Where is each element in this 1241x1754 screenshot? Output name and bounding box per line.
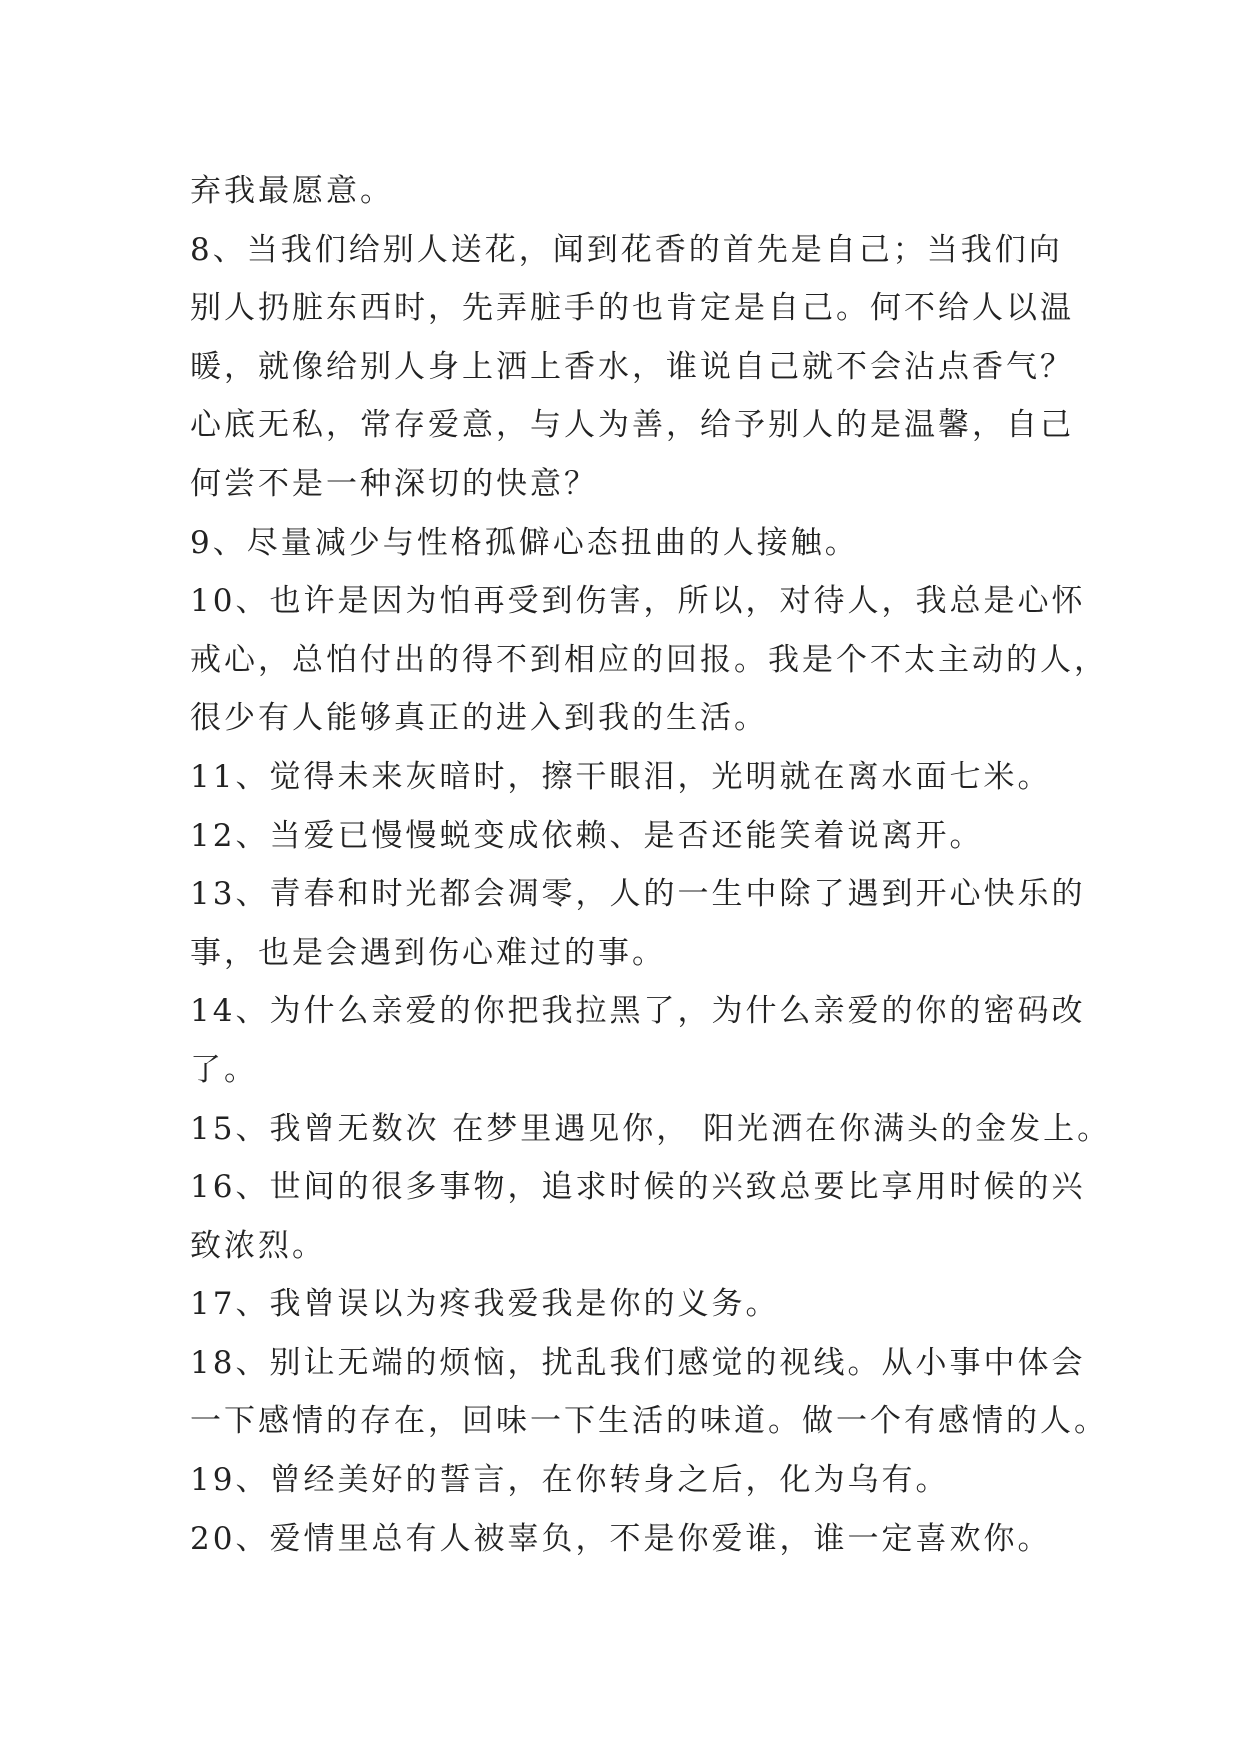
text-line: 心底无私，常存爱意，与人为善，给予别人的是温馨，自己: [190, 407, 1074, 444]
text-line: 12、当爱已慢慢蜕变成依赖、是否还能笑着说离开。: [190, 817, 984, 854]
text-line: 了。: [190, 1051, 258, 1088]
text-line: 20、爱情里总有人被辜负，不是你爱谁，谁一定喜欢你。: [190, 1520, 1052, 1557]
text-line: 何尝不是一种深切的快意？: [190, 465, 598, 502]
text-line: 17、我曾误以为疼我爱我是你的义务。: [190, 1286, 780, 1323]
text-line: 13、青春和时光都会凋零，人的一生中除了遇到开心快乐的: [190, 876, 1086, 913]
text-line: 很少有人能够真正的进入到我的生活。: [190, 700, 768, 737]
text-line: 戒心，总怕付出的得不到相应的回报。我是个不太主动的人，: [190, 641, 1108, 678]
text-line: 10、也许是因为怕再受到伤害，所以，对待人，我总是心怀: [190, 583, 1086, 620]
text-line: 致浓烈。: [190, 1227, 326, 1264]
text-line: 11、觉得未来灰暗时，擦干眼泪，光明就在离水面七米。: [190, 758, 1052, 795]
text-line: 事，也是会遇到伤心难过的事。: [190, 934, 666, 971]
text-line: 19、曾经美好的誓言，在你转身之后，化为乌有。: [190, 1462, 950, 1499]
text-line: 一下感情的存在，回味一下生活的味道。做一个有感情的人。: [190, 1403, 1108, 1440]
text-line: 弃我最愿意。: [190, 173, 394, 209]
document-body: [190, 162, 1112, 1568]
text-line: 9、尽量减少与性格孤僻心态扭曲的人接触。: [190, 524, 859, 561]
text-line: 14、为什么亲爱的你把我拉黑了，为什么亲爱的你的密码改: [190, 993, 1086, 1030]
text-line: 别人扔脏东西时，先弄脏手的也肯定是自己。何不给人以温: [190, 290, 1074, 327]
text-line: 18、别让无端的烦恼，扰乱我们感觉的视线。从小事中体会: [190, 1344, 1086, 1381]
text-line: 暖，就像给别人身上洒上香水，谁说自己就不会沾点香气？: [190, 348, 1074, 385]
text-line: 8、当我们给别人送花，闻到花香的首先是自己；当我们向: [190, 231, 1063, 268]
text-line: 15、我曾无数次 在梦里遇见你， 阳光洒在你满头的金发上。: [190, 1110, 1112, 1147]
text-line: 16、世间的很多事物，追求时候的兴致总要比享用时候的兴: [190, 1169, 1086, 1206]
